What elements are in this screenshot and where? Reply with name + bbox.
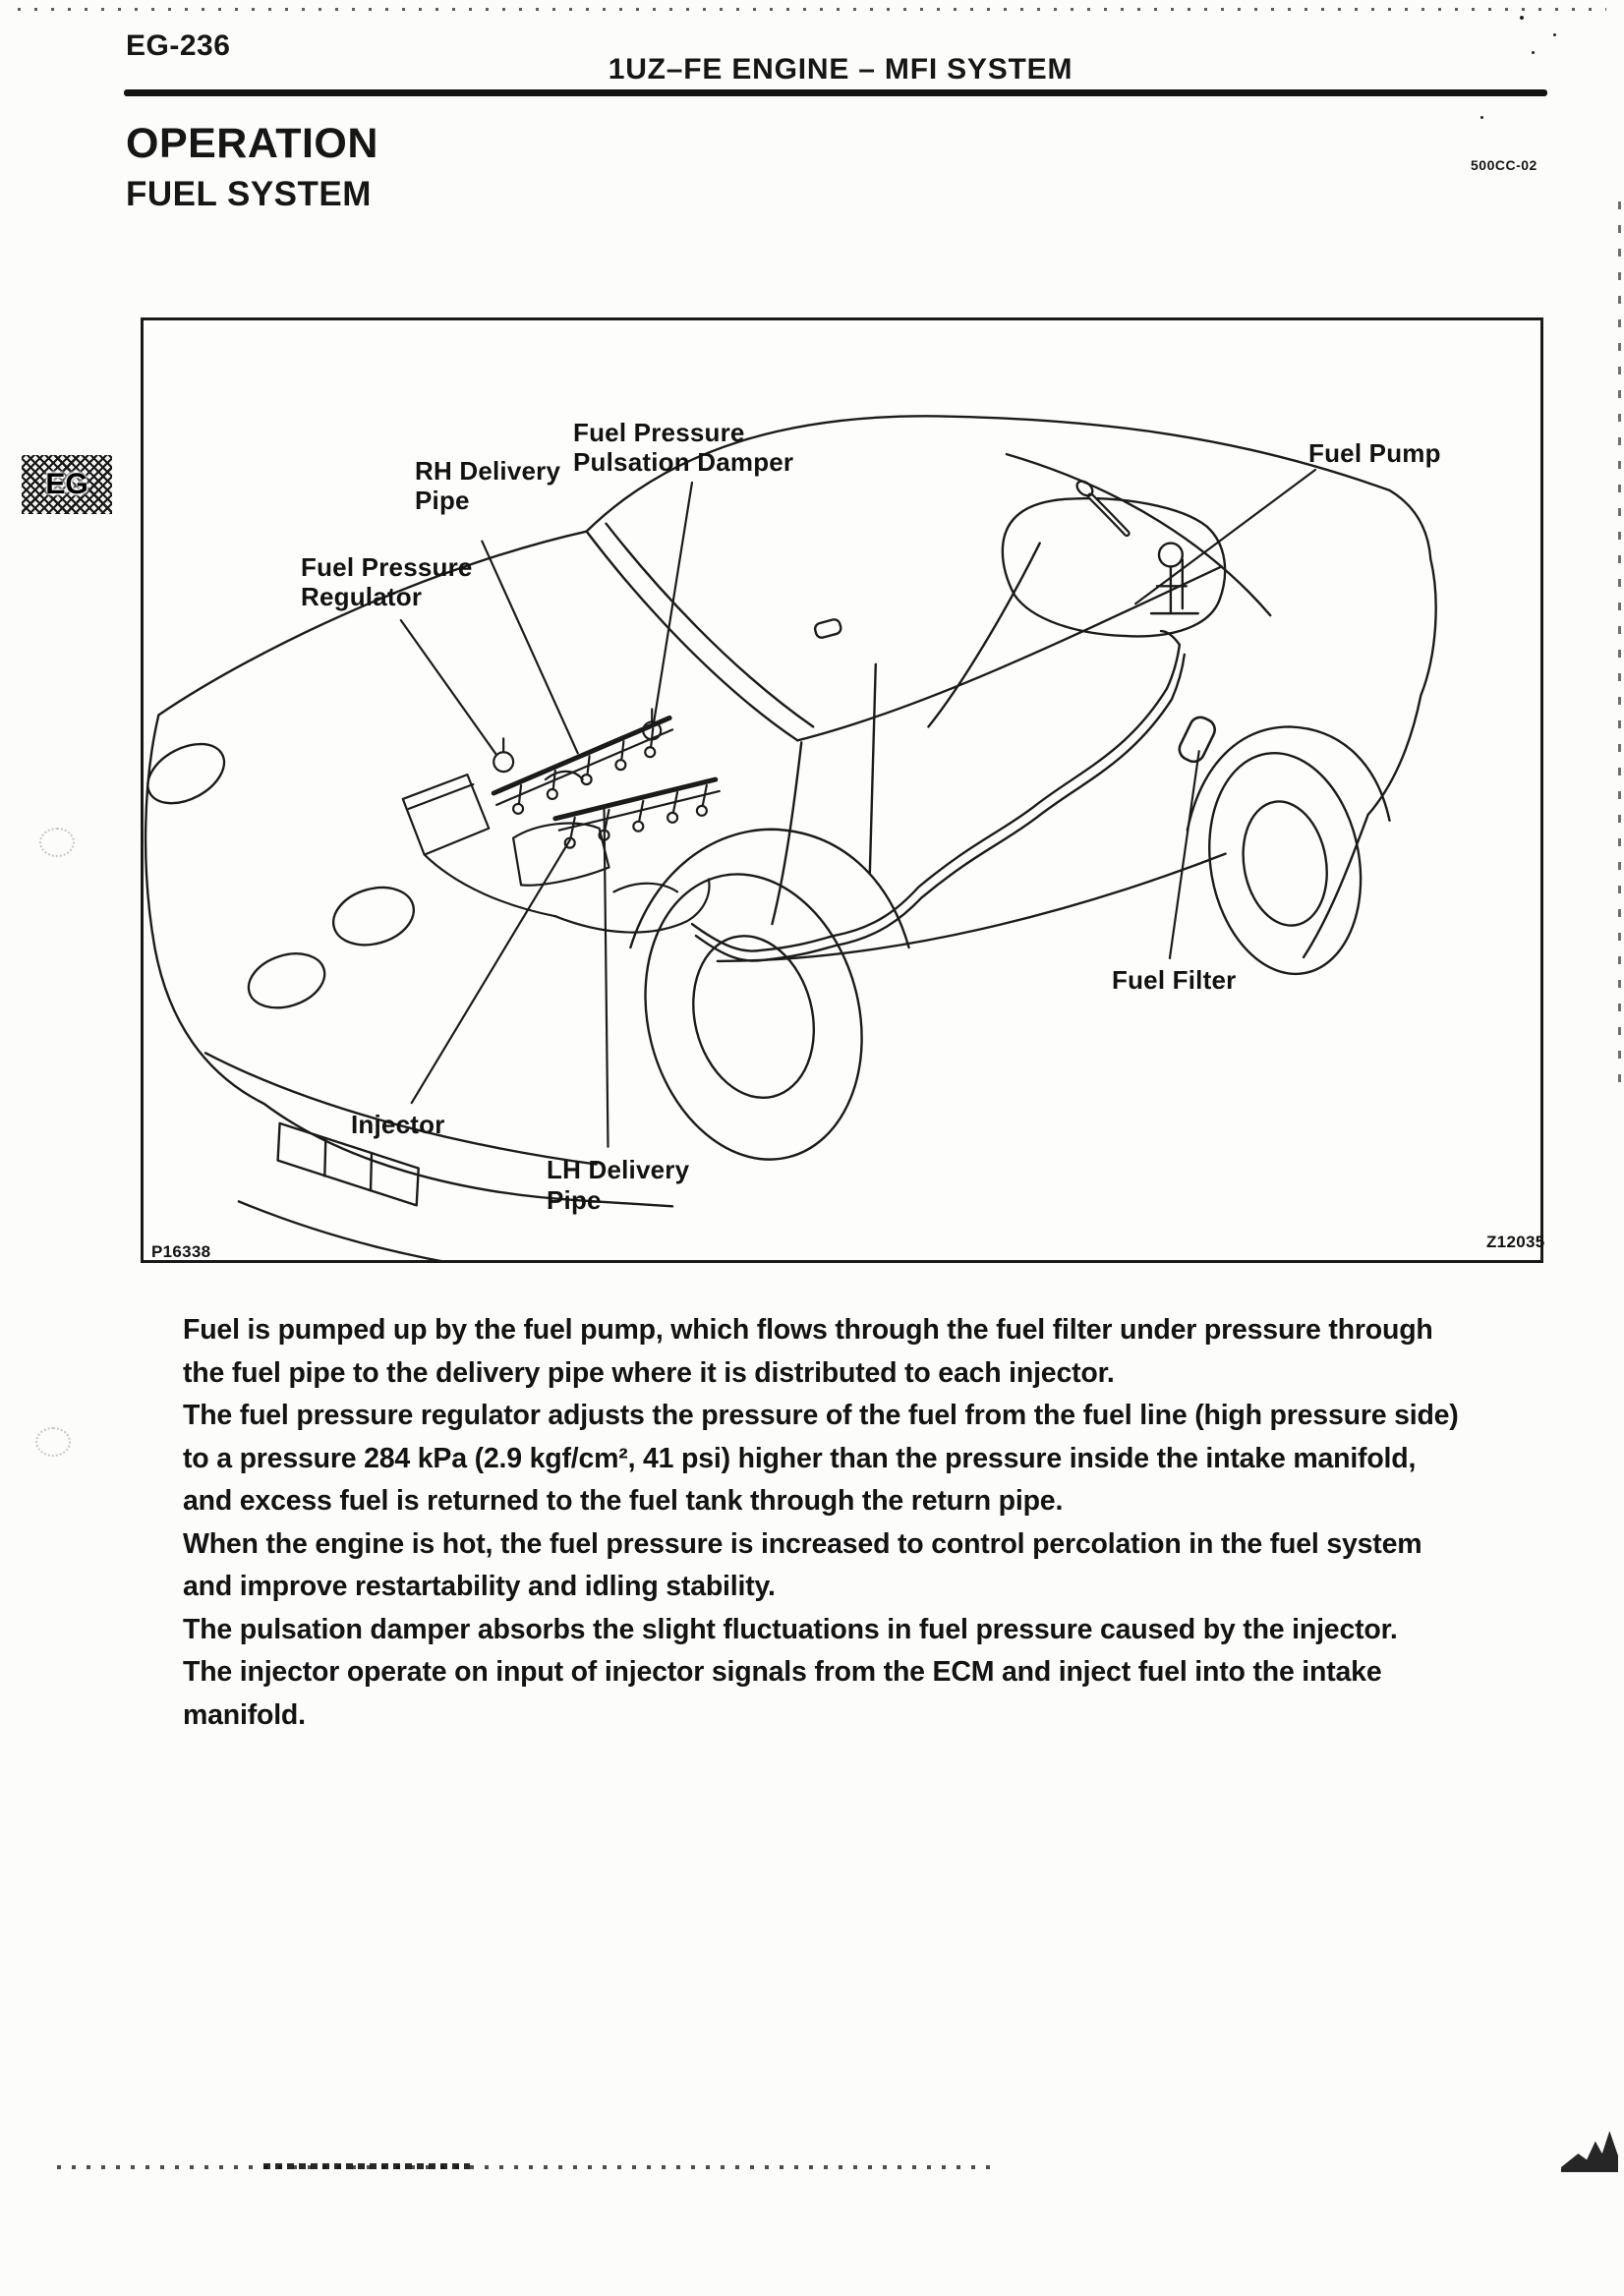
body-line: the fuel pipe to the delivery pipe where it is distributed to each injector. [183,1356,1115,1389]
rh-delivery-pipe-inner [496,729,672,805]
label-regulator-line2: Regulator [301,582,423,611]
rear-rim [1234,795,1336,933]
scan-corner-smudge [1561,2131,1618,2172]
trunk-rear-edge [1304,490,1436,957]
leader-regulator [401,620,496,755]
rear-wheel-arch [1188,726,1390,830]
scan-dotted-line-bottom-dense [263,2163,470,2169]
fuel-pump-part [1151,544,1198,614]
c-pillar [928,544,1039,727]
body-line: Fuel is pumped up by the fuel pump, which flows through the fuel filter under pressure through [183,1314,1433,1346]
body-line: The fuel pressure regulator adjusts the pressure of the fuel from the fuel line (high pressure side) [183,1400,1459,1431]
label-pulsation-damper-line2: Pulsation Damper [573,447,794,477]
front-tire [616,851,891,1182]
front-wheel [616,851,891,1182]
label-injector: Injector [351,1110,445,1139]
b-pillar [870,664,876,874]
header-rule [124,89,1547,96]
section-thumb-tab-label: EG [45,468,88,500]
body-line: The pulsation damper absorbs the slight fluctuations in fuel pressure caused by the injector. [183,1613,1398,1645]
scan-edge-dashes [1618,201,1621,1086]
engine-detail [546,772,677,891]
label-rh-delivery-line1: RH Delivery [415,456,561,486]
body-line: The injector operate on input of injector signals from the ECM and inject fuel into the intake [183,1656,1382,1688]
air-cleaner-line [409,784,474,809]
running-header: 1UZ–FE ENGINE – MFI SYSTEM [608,53,1073,86]
leader-pulsation-damper [654,483,692,721]
figure-photo-code: P16338 [151,1242,211,1261]
section-thumb-tab [22,455,112,514]
figure-drawing-code: Z12035 [1486,1233,1545,1251]
headlight [144,732,234,816]
leader-injector [412,840,570,1103]
doc-code: 500CC-02 [1471,157,1537,173]
fuel-return-line [696,655,1185,961]
engine [403,710,720,933]
air-cleaner [403,775,489,854]
scan-dotted-line-top [18,8,1606,11]
leader-lines [401,470,1315,1147]
leader-fuel-filter [1170,751,1199,958]
a-pillar-inner [607,524,814,727]
label-pulsation-damper-line1: Fuel Pressure [573,418,745,447]
side-mirror [814,618,842,639]
body-line: to a pressure 284 kPa (2.9 kgf/cm², 41 psi) higher than the pressure inside the intake manifold, [183,1442,1417,1474]
label-lh-delivery-line2: Pipe [547,1185,602,1215]
scan-ghost-ring [39,828,75,857]
label-fuel-filter: Fuel Filter [1112,965,1237,995]
scan-speck [1520,16,1524,20]
rear-glass-inner [1007,454,1270,615]
fuel-line [692,631,1218,961]
fuel-system-figure [141,317,1543,1263]
label-fuel-pump: Fuel Pump [1308,438,1441,468]
engine-bottom [555,879,710,932]
section-subtitle: FUEL SYSTEM [126,175,372,213]
fuel-tank-assembly [1003,479,1225,637]
page-code: EG-236 [126,29,231,62]
scan-speck [1553,33,1556,36]
body-line: and excess fuel is returned to the fuel tank through the return pipe. [183,1485,1064,1517]
body-line: and improve restartability and idling stability. [183,1571,776,1602]
car-outline [144,416,1436,1260]
filler-hose-core [1090,496,1127,534]
windshield-edge [587,532,798,741]
turn-signal [242,945,332,1017]
body-line: manifold. [183,1698,306,1731]
leader-fuel-pump [1135,470,1315,603]
label-lh-delivery-line1: LH Delivery [547,1155,690,1184]
beltline [797,566,1221,740]
lh-injectors [565,785,707,848]
scan-dotted-line-bottom [57,2165,1001,2169]
leader-rh-delivery [482,542,577,754]
bumper-crease [205,1053,597,1164]
body-line: When the engine is hot, the fuel pressure is increased to control percolation in the fuel system [183,1527,1422,1560]
fog-light [326,879,421,954]
body-text [183,1309,1549,1737]
label-rh-delivery-line2: Pipe [415,486,470,515]
label-regulator-line1: Fuel Pressure [301,552,473,582]
section-title: OPERATION [126,120,378,167]
scan-speck [1480,116,1483,119]
scan-ghost-ring [35,1427,71,1457]
